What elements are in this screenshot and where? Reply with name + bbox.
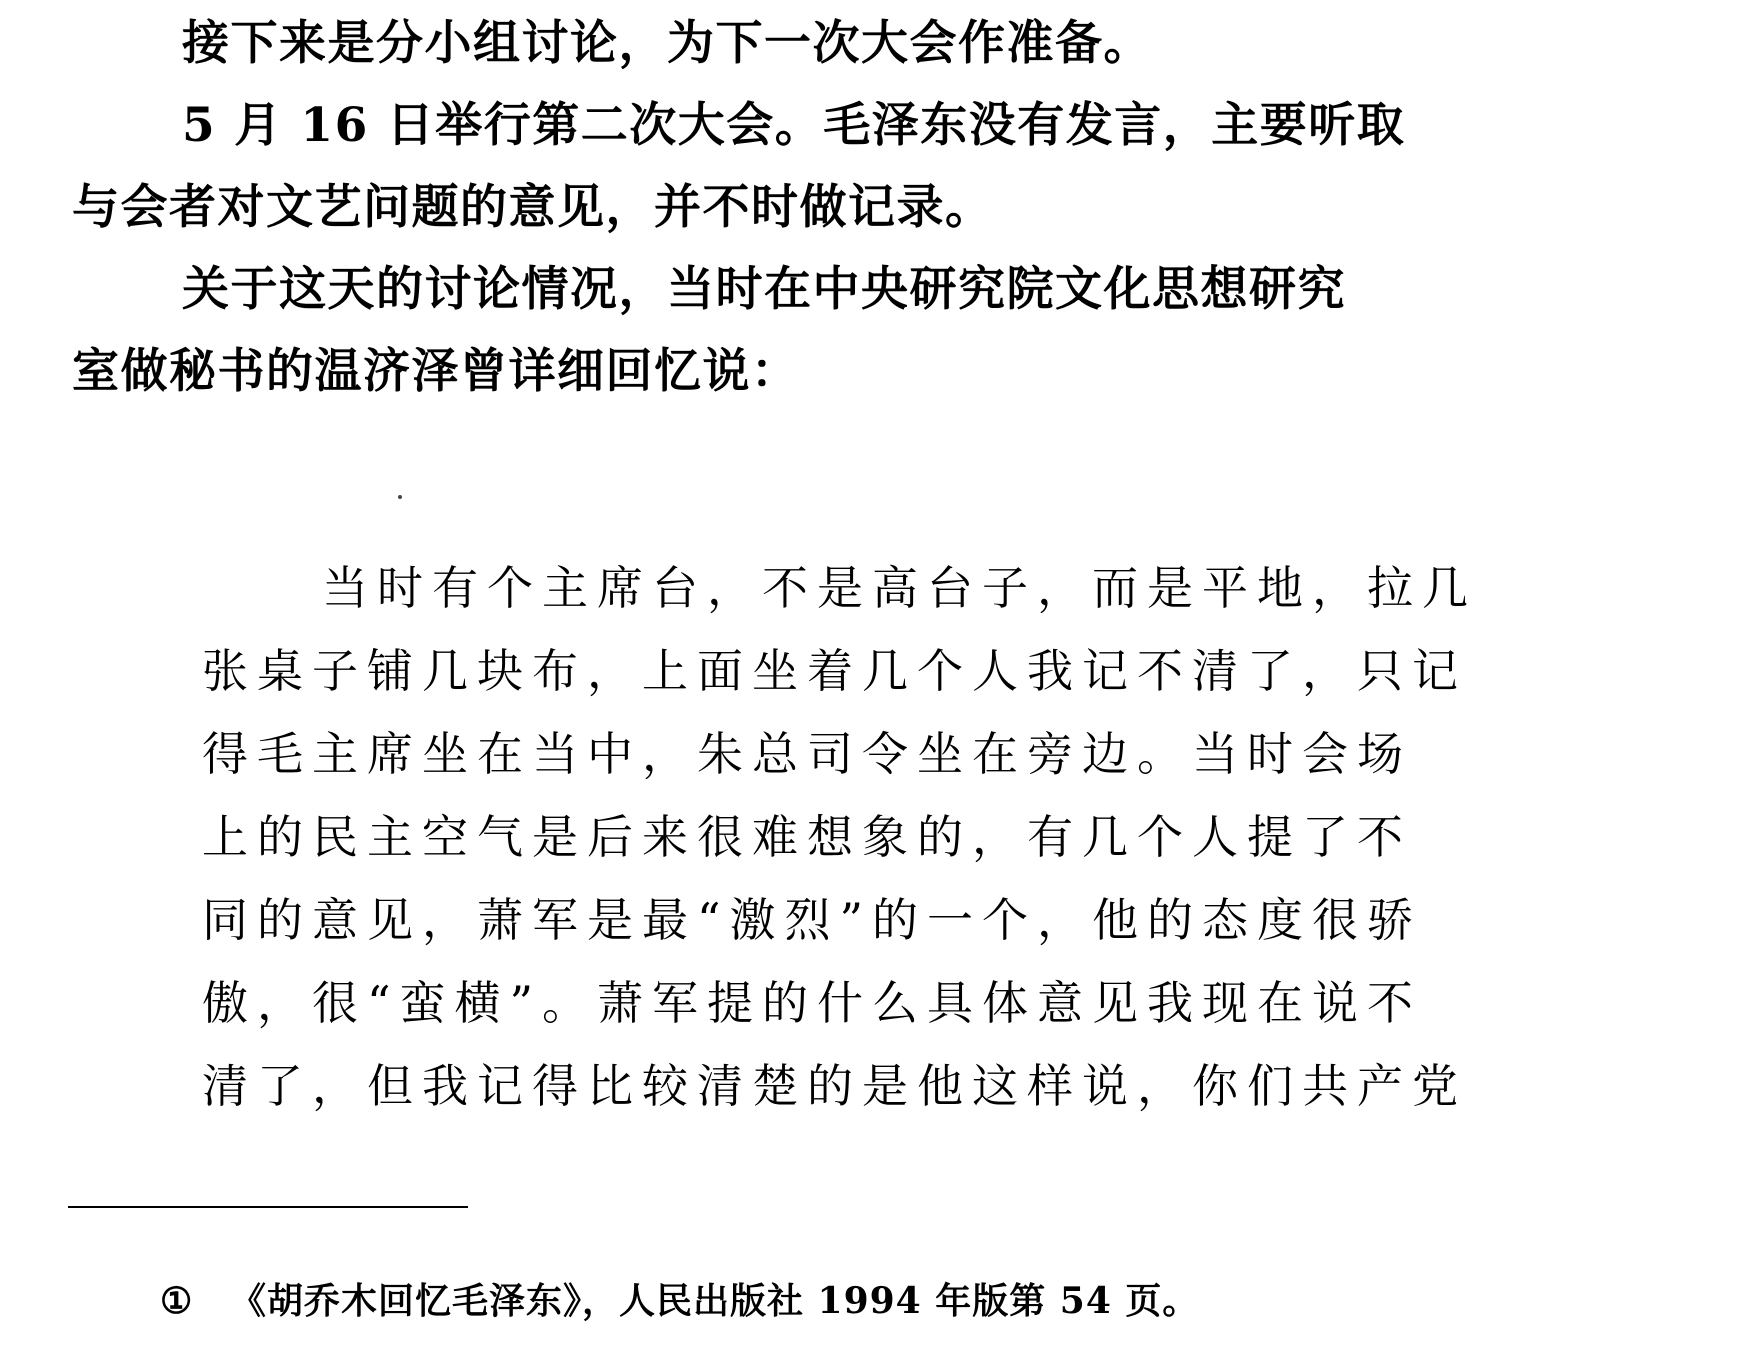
footnote <box>160 1280 1200 1322</box>
footnote-marker: ① <box>160 1280 194 1322</box>
paragraph-1-line-1: 接下来是分小组讨论，为下一次大会作准备。 <box>182 16 1152 71</box>
print-speck <box>398 495 402 499</box>
paragraph-2-line-1: 5 月 16 日举行第二次大会。毛泽东没有发言，主要听取 <box>182 98 1406 153</box>
paragraph-2-line-2: 与会者对文艺问题的意见，并不时做记录。 <box>72 180 994 235</box>
paragraph-3-line-2: 室做秘书的温济泽曾详细回忆说： <box>72 344 800 399</box>
footnote-separator <box>68 1206 468 1208</box>
quote-line-4: 上的民主空气是后来很难想象的，有几个人提了不 <box>202 810 1412 864</box>
quote-line-2: 张桌子铺几块布，上面坐着几个人我记不清了，只记 <box>202 644 1467 698</box>
quote-line-6: 傲，很“蛮横”。萧军提的什么具体意见我现在说不 <box>202 976 1423 1030</box>
quote-line-7: 清了，但我记得比较清楚的是他这样说，你们共产党 <box>202 1059 1467 1113</box>
quote-line-3: 得毛主席坐在当中，朱总司令坐在旁边。当时会场 <box>202 727 1412 781</box>
quote-line-5: 同的意见，萧军是最“激烈”的一个，他的态度很骄 <box>202 893 1423 947</box>
quote-line-1: 当时有个主席台，不是高台子，而是平地，拉几 <box>322 561 1477 615</box>
paragraph-3-line-1: 关于这天的讨论情况，当时在中央研究院文化思想研究 <box>182 262 1346 317</box>
footnote-text: 《胡乔木回忆毛泽东》，人民出版社 1994 年版第 54 页。 <box>230 1280 1200 1322</box>
